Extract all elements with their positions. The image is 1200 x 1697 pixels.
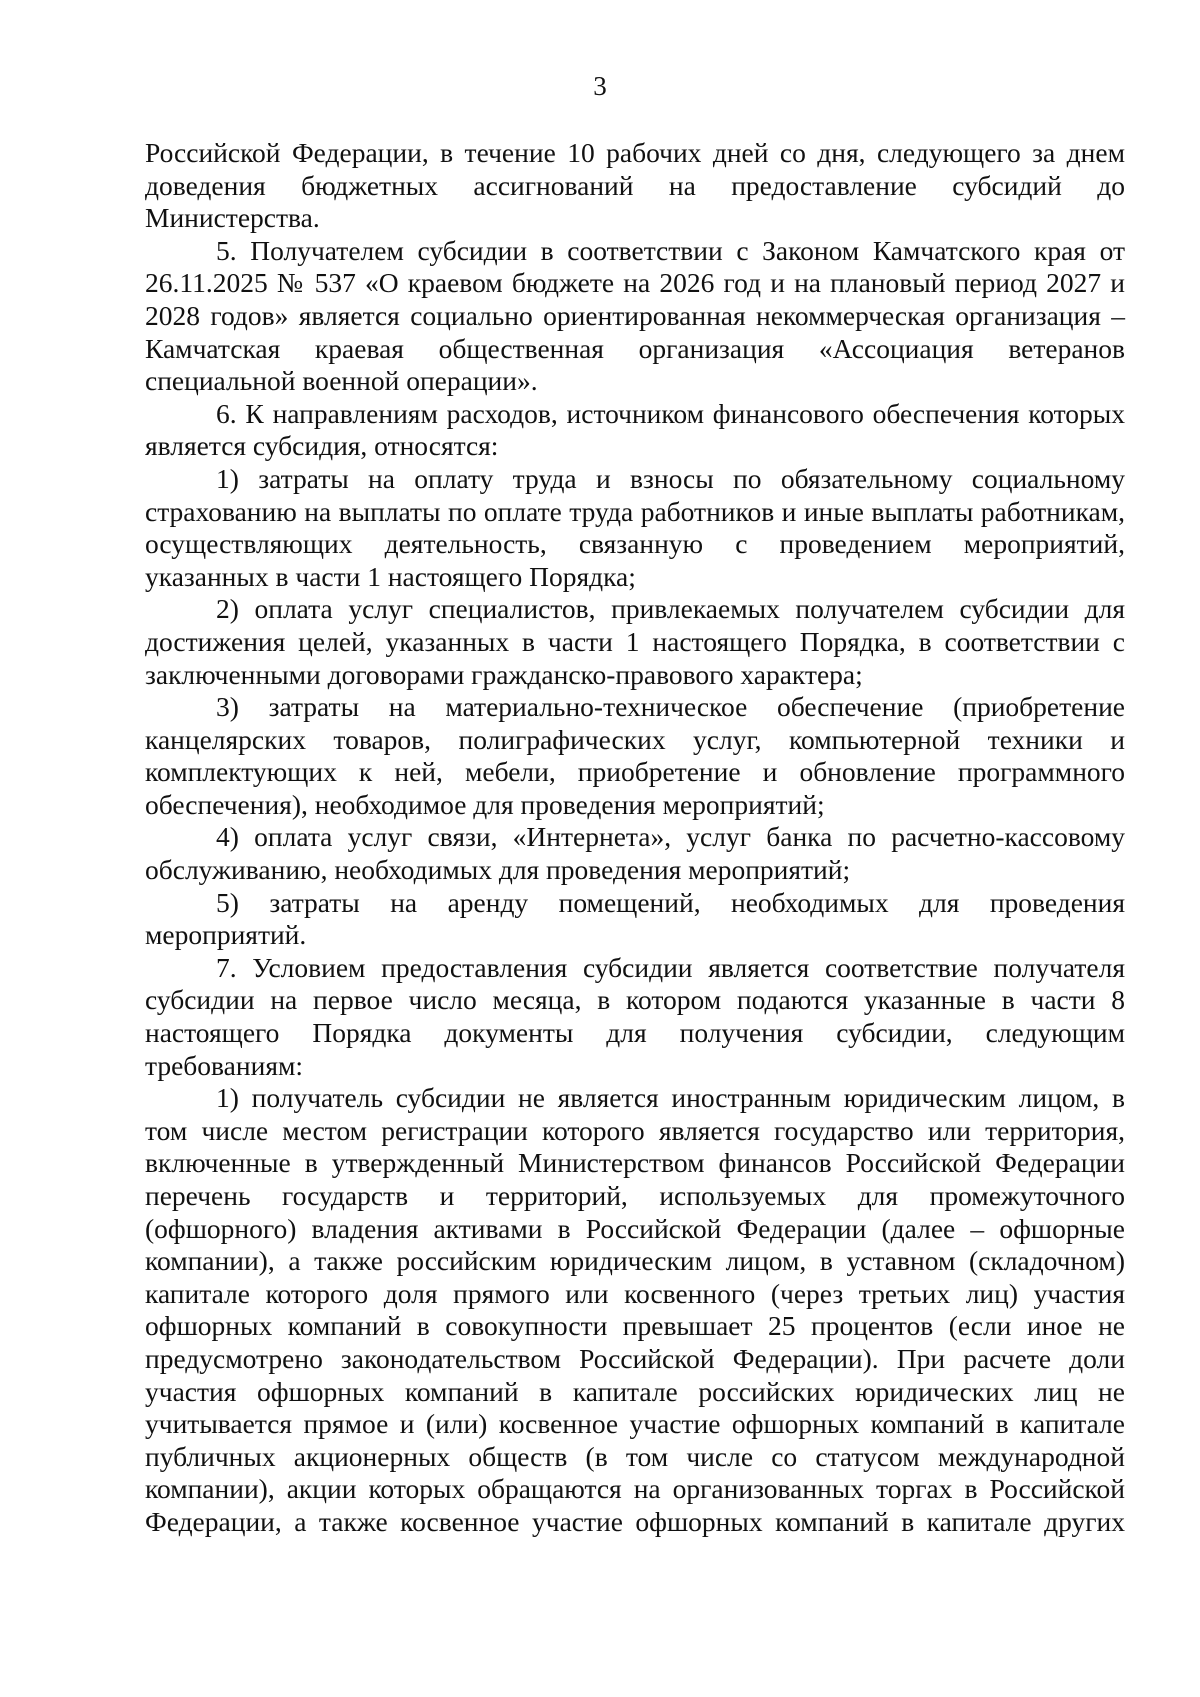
paragraph-7-conditions: 7. Условием предоставления субсидии является соответствие получателя субсидии на первое число месяца, в котором подаются указанные в части 8 настоящего Порядка документы для получения субсидии, следующим требованиям:: [145, 951, 1125, 1081]
list-item-6-5: 5) затраты на аренду помещений, необходимых для проведения мероприятий.: [145, 886, 1125, 951]
paragraph-5-recipient: 5. Получателем субсидии в соответствии с Законом Камчатского края от 26.11.2025 № 537 «О краевом бюджете на 2026 год и на плановый период 2027 и 2028 годов» является социально ориентированная некоммерческая организация – Камчатская краевая общественная организация «Ассоциация ветеранов специальной военной операции».: [145, 234, 1125, 397]
paragraph-continuation: Российской Федерации, в течение 10 рабочих дней со дня, следующего за днем доведения бюджетных ассигнований на предоставление субсидий до Министерства.: [145, 137, 1125, 234]
list-item-6-1: 1) затраты на оплату труда и взносы по обязательному социальному страхованию на выплаты по оплате труда работников и иные выплаты работникам, осуществляющих деятельность, связанную с проведением мероприятий, указанных в части 1 настоящего Порядка;: [145, 462, 1125, 592]
document-body: [145, 137, 1125, 1539]
list-item-6-2: 2) оплата услуг специалистов, привлекаемых получателем субсидии для достижения целей, указанных в части 1 настоящего Порядка, в соответствии с заключенными договорами гражданско-правового характера;: [145, 593, 1125, 690]
list-item-6-4: 4) оплата услуг связи, «Интернета», услуг банка по расчетно-кассовому обслуживанию, необходимых для проведения мероприятий;: [145, 821, 1125, 886]
list-item-7-1: 1) получатель субсидии не является иностранным юридическим лицом, в том числе местом регистрации которого является государство или территория, включенные в утвержденный Министерством финансов Российской Федерации перечень государств и территорий, используемых для промежуточного (офшорного) владения активами в Российской Федерации (далее – офшорные компании), а также российским юридическим лицом, в уставном (складочном) капитале которого доля прямого или косвенного (через третьих лиц) участия офшорных компаний в совокупности превышает 25 процентов (если иное не предусмотрено законодательством Российской Федерации). При расчете доли участия офшорных компаний в капитале российских юридических лиц не учитывается прямое и (или) косвенное участие офшорных компаний в капитале публичных акционерных обществ (в том числе со статусом международной компании), акции которых обращаются на организованных торгах в Российской Федерации, а также косвенное участие офшорных компаний в капитале других: [145, 1082, 1125, 1537]
list-item-6-3: 3) затраты на материально-техническое обеспечение (приобретение канцелярских товаров, полиграфических услуг, компьютерной техники и комплектующих к ней, мебели, приобретение и обновление программного обеспечения), необходимое для проведения мероприятий;: [145, 691, 1125, 820]
page-number: 3: [593, 71, 607, 101]
paragraph-6-expense-directions: 6. К направлениям расходов, источником финансового обеспечения которых является субсидия, относятся:: [145, 397, 1125, 462]
